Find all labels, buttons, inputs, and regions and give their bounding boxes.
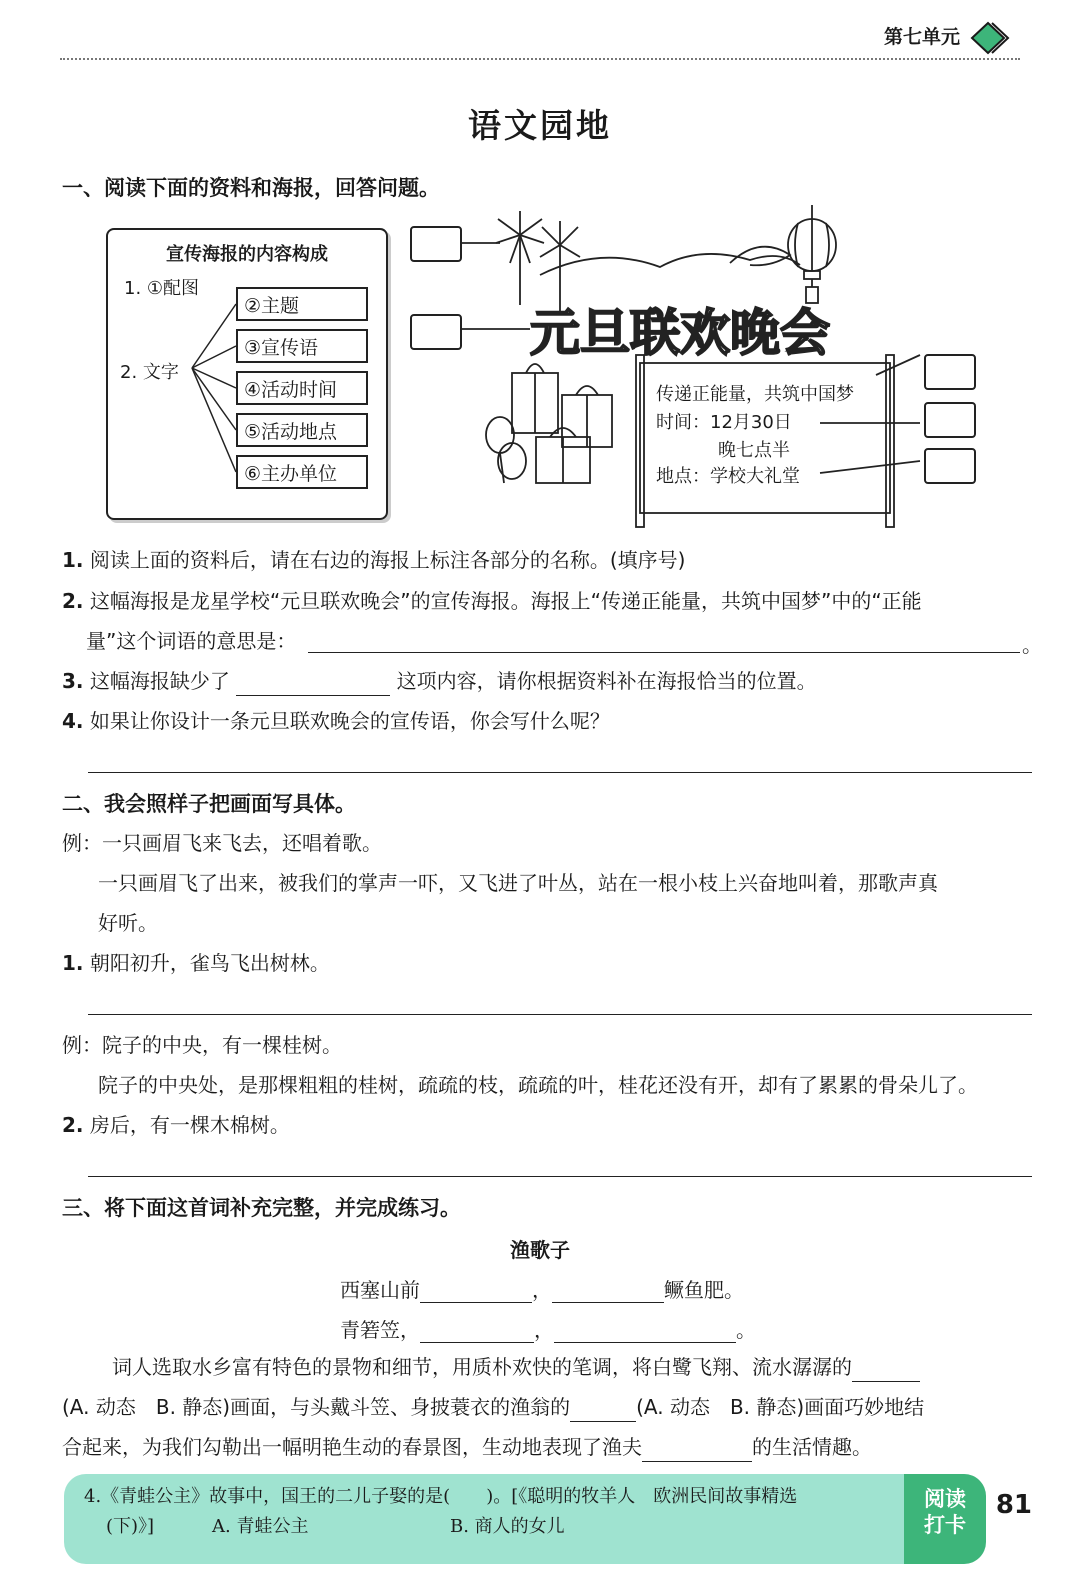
poem-blank-4[interactable] [554,1320,736,1343]
balloon-icon [486,417,526,483]
question-2-text2: 量”这个词语的意思是： [86,629,297,653]
label-box-slogan[interactable] [924,354,976,390]
question-3-text-b: 这项内容，请你根据资料补在海报恰当的位置。 [396,669,817,693]
section2-q1-answer-line[interactable] [88,1014,1032,1015]
section2-q2-text: 房后，有一棵木棉树。 [89,1113,290,1137]
poem-line-1-a: 西塞山前 [340,1278,420,1302]
structure-title: 宣传海报的内容构成 [166,244,328,265]
footer-option-b[interactable]: B. 商人的女儿 [450,1516,565,1537]
checkin-label-1: 阅读 [924,1487,966,1511]
section3-blank-1[interactable] [852,1359,920,1382]
section2-q1 [62,948,330,978]
question-3 [62,666,817,696]
structure-part-place: ⑤活动地点 [236,413,368,447]
poster-place: 地点：学校大礼堂 [656,466,800,487]
poem-blank-2[interactable] [552,1280,664,1303]
question-1-num: 1. [62,548,84,572]
poem-blank-1[interactable] [420,1280,532,1303]
section2-q2-answer-line[interactable] [88,1176,1032,1177]
section3-heading: 三、将下面这首词补充完整，并完成练习。 [62,1196,461,1220]
question-4-num: 4. [62,709,84,733]
question-4 [62,706,610,736]
section3-para-3-text-a: 合起来，为我们勾勒出一幅明艳生动的春景图，生动地表现了渔夫 [62,1435,642,1459]
section3-para-1 [112,1352,1042,1382]
lantern-icon [788,205,836,303]
section2-heading: 二、我会照样子把画面写具体。 [62,792,356,816]
question-2-num: 2. [62,589,84,613]
label-box-image[interactable] [410,226,462,262]
section3-para-1-text: 词人选取水乡富有特色的景物和细节，用质朴欢快的笔调，将白鹭飞翔、流水潺潺的 [112,1355,852,1379]
page-title: 语文园地 [468,106,612,145]
checkin-label-2: 打卡 [924,1513,966,1537]
section3-blank-2[interactable] [570,1399,636,1422]
poem-line-1 [340,1274,744,1303]
question-4-text: 如果让你设计一条元旦联欢晚会的宣传语，你会写什么呢？ [89,709,610,733]
diamond-icon [968,18,1018,58]
header-divider [60,58,1020,60]
label-box-time[interactable] [924,402,976,438]
label-box-theme[interactable] [410,314,462,350]
question-4-answer-line[interactable] [88,772,1032,773]
section2-q1-text: 朝阳初升，雀鸟飞出树林。 [89,951,330,975]
poem-line-1-b: ， [532,1278,552,1302]
poem-line-1-c: 鳜鱼肥。 [664,1278,744,1302]
question-1 [62,545,685,575]
example2-detail: 院子的中央处，是那棵粗粗的桂树，疏疏的枝，疏疏的叶，桂花还没有开，却有了累累的骨朵儿了。 [98,1073,978,1097]
section1-heading: 一、阅读下面的资料和海报，回答问题。 [62,176,440,200]
section3-para-3-text-b: 的生活情趣。 [752,1435,872,1459]
poem-line-2 [340,1314,756,1343]
structure-item-image: 1. ①配图 [124,278,200,299]
footer-question-line-2a: (下)》] [106,1516,155,1537]
poster-structure-box [106,228,388,520]
unit-label: 第七单元 [883,26,960,48]
structure-part-theme: ②主题 [236,287,368,321]
question-3-num: 3. [62,669,84,693]
page-number: 81 [995,1490,1032,1520]
question-2-end: 。 [1022,633,1042,657]
question-2 [62,586,1042,616]
poem-blank-3[interactable] [420,1320,534,1343]
poster-time-detail: 晚七点半 [718,440,790,461]
poem-line-2-a: 青箬笠， [340,1318,420,1342]
structure-part-organizer: ⑥主办单位 [236,455,368,489]
section3-blank-3[interactable] [642,1439,752,1462]
poster-headline-outline: 元旦联欢晚会 [530,304,830,362]
section2-q2-num: 2. [62,1113,84,1137]
poem-line-2-b: ， [534,1318,554,1342]
question-2-answer-line[interactable] [308,652,1020,653]
label-box-place[interactable] [924,448,976,484]
footer-option-a[interactable]: A. 青蛙公主 [212,1516,309,1537]
example2: 例：院子的中央，有一棵桂树。 [62,1033,342,1057]
example1-detail2: 好听。 [98,911,158,935]
section2-q2 [62,1110,290,1140]
structure-item-text: 2. 文字 [120,362,179,383]
poem-line-2-c: 。 [736,1318,756,1342]
poem-title: 渔歌子 [510,1238,570,1262]
question-2-text: 这幅海报是龙星学校“元旦联欢晚会”的宣传海报。海报上“传递正能量，共筑中国梦”中的“正能 [89,589,922,613]
question-3-text-a: 这幅海报缺少了 [89,669,230,693]
question-2-cont [86,626,296,656]
structure-part-slogan: ③宣传语 [236,329,368,363]
section3-para-2 [62,1392,1042,1422]
section2-q1-num: 1. [62,951,84,975]
firework-icon [496,211,544,305]
question-1-text: 阅读上面的资料后，请在右边的海报上标注各部分的名称。(填序号) [89,548,686,572]
section3-para-2-text-a: (A. 动态 B. 静态)画面，与头戴斗笠、身披蓑衣的渔翁的 [62,1395,571,1419]
question-3-blank[interactable] [236,673,390,696]
section3-para-3 [62,1432,1042,1462]
poster-slogan: 传递正能量，共筑中国梦 [656,384,854,405]
gift-boxes-icon [512,364,612,483]
structure-part-time: ④活动时间 [236,371,368,405]
example1: 例：一只画眉飞来飞去，还唱着歌。 [62,831,382,855]
example1-detail: 一只画眉飞了出来，被我们的掌声一吓，又飞进了叶丛，站在一根小枝上兴奋地叫着，那歌声真 [98,871,938,895]
section3-para-2-text-b: (A. 动态 B. 静态)画面巧妙地结 [636,1395,925,1419]
footer-question-line-1: 4.《青蛙公主》故事中，国王的二儿子娶的是( )。[《聪明的牧羊人 欧洲民间故事精选 [84,1486,798,1507]
reading-checkin-label [904,1474,986,1564]
poster-time: 时间：12月30日 [656,412,792,433]
